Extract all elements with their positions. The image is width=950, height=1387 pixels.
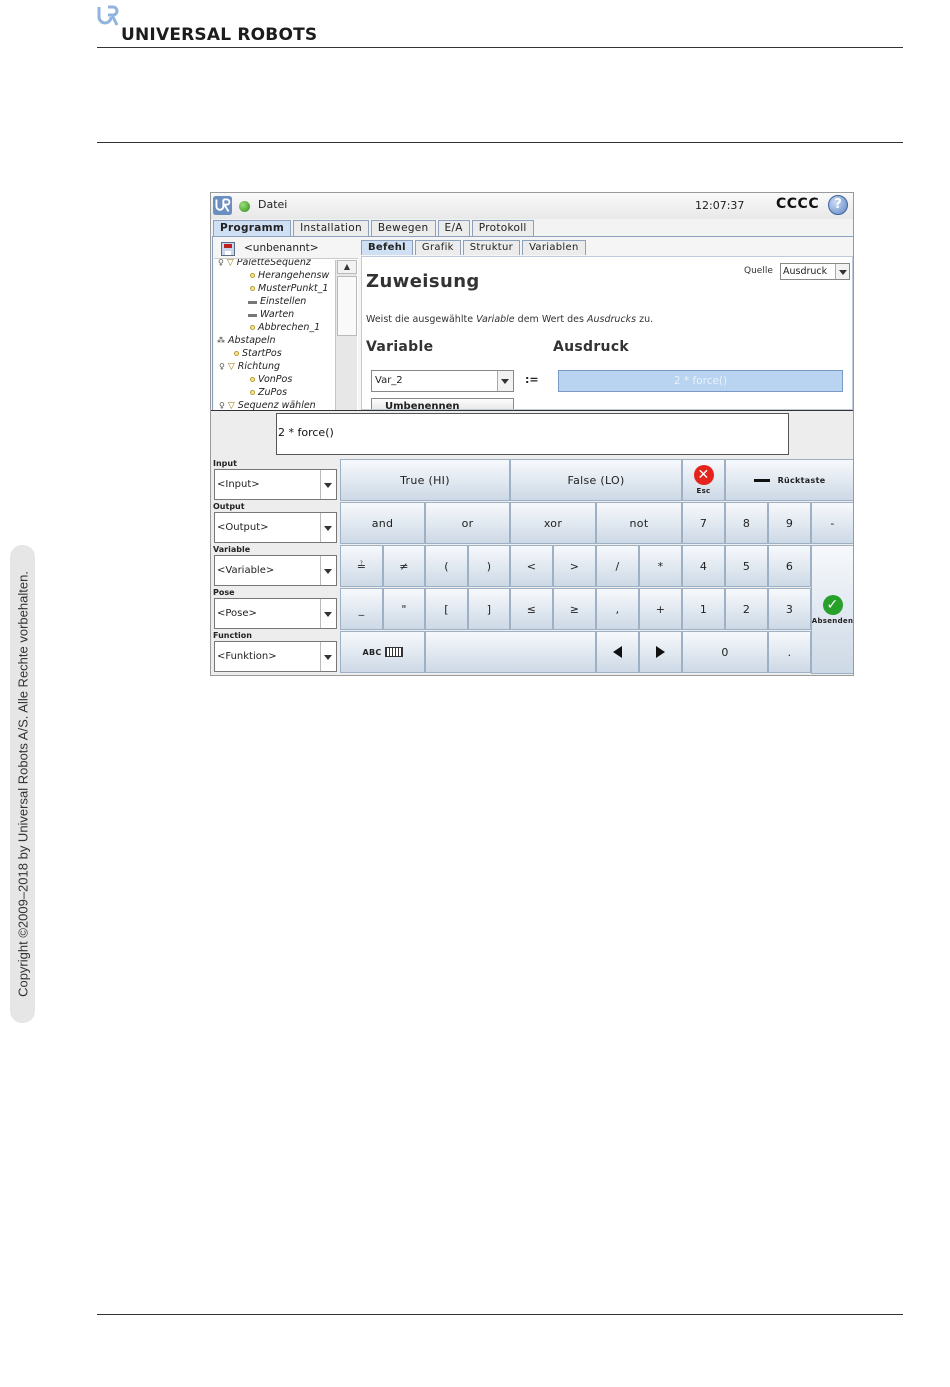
rename-button[interactable]: Umbenennen [371,398,514,410]
expression-heading: Ausdruck [553,339,630,355]
input-select[interactable]: <Input> [214,469,337,500]
multiply-key[interactable]: * [639,545,682,587]
output-label: Output [213,502,245,511]
save-icon[interactable] [221,242,235,256]
tree-node[interactable]: ♀ ▽ Richtung [219,361,281,372]
true-hi-key[interactable]: True (HI) [340,459,510,501]
chevron-down-icon [320,599,336,628]
cursor-right-button[interactable] [639,631,682,673]
tab-struktur[interactable]: Struktur [463,240,520,255]
digit-6-key[interactable]: 6 [768,545,811,587]
function-label: Function [213,631,252,640]
digit-8-key[interactable]: 8 [725,502,768,544]
digit-1-key[interactable]: 1 [682,588,725,630]
submit-button[interactable]: ✓ Absenden [811,545,854,674]
robot-name: CCCC [776,196,820,212]
program-header [219,241,359,257]
greater-equal-key[interactable]: ≥ [553,588,596,630]
chevron-down-icon [835,264,849,279]
digit-4-key[interactable]: 4 [682,545,725,587]
tree-node[interactable]: StartPos [234,347,282,360]
minus-key[interactable]: - [811,502,854,544]
tree-node[interactable]: Einstellen [248,295,306,308]
clock: 12:07:37 [695,199,745,212]
space-key[interactable] [425,631,596,673]
header-rule [97,47,903,48]
greater-than-key[interactable]: > [553,545,596,587]
scroll-thumb[interactable] [337,276,357,336]
tree-node[interactable]: ♀ ▽ Sequenz wählen [219,400,316,410]
stack-icon: ⁂ [217,335,225,345]
pose-group [212,588,338,631]
ur-logo-icon[interactable] [213,196,232,215]
arrow-right-icon [656,646,665,658]
digit-9-key[interactable]: 9 [768,502,811,544]
program-tree [214,258,358,410]
brand-name: UNIVERSAL ROBOTS [121,25,318,45]
ur-logo-icon [97,5,119,27]
and-key[interactable]: and [340,502,425,544]
divide-key[interactable]: / [596,545,639,587]
output-group [212,502,338,545]
universal-robots-logo [97,5,357,43]
close-icon: ✕ [694,465,714,485]
arrow-left-icon [613,646,622,658]
checkmark-icon: ✓ [823,595,843,615]
function-select[interactable]: <Funktion> [214,641,337,672]
digit-0-key[interactable]: 0 [682,631,768,673]
chevron-down-icon [320,642,336,671]
tree-node[interactable]: Warten [248,308,294,321]
command-title: Zuweisung [366,271,480,292]
chevron-down-icon [497,371,513,391]
digit-3-key[interactable]: 3 [768,588,811,630]
variable-dropdown[interactable]: <Variable> [214,555,337,586]
pose-label: Pose [213,588,235,597]
triangle-icon: ▽ [226,258,234,268]
keyboard-icon [385,647,403,657]
program-name: <unbenannt> [244,242,319,254]
triangle-icon: ▽ [227,361,235,372]
waypoint-icon [250,390,255,395]
command-tabs [361,240,588,255]
top-bar [211,193,853,219]
equals-key[interactable]: ≟ [340,545,383,587]
underscore-key[interactable]: _ [340,588,383,630]
not-equals-key[interactable]: ≠ [383,545,425,587]
or-key[interactable]: or [425,502,510,544]
program-panel [212,236,854,411]
left-paren-key[interactable]: ( [425,545,468,587]
false-lo-key[interactable]: False (LO) [510,459,682,501]
pose-select[interactable]: <Pose> [214,598,337,629]
comma-key[interactable]: , [596,588,639,630]
assign-operator: := [525,373,539,386]
plus-key[interactable]: + [639,588,682,630]
tree-node[interactable]: VonPos [250,373,292,386]
abc-keyboard-button[interactable]: ABC [340,631,425,673]
source-label: Quelle [744,266,773,276]
polyscope-screenshot [210,192,854,676]
variable-select[interactable]: Var_2 [371,370,514,392]
cursor-left-button[interactable] [596,631,639,673]
waypoint-icon [250,325,255,330]
expression-input[interactable]: 2 * force() [276,413,789,455]
variable-group [212,545,338,588]
main-tabs [213,220,536,236]
expand-icon: ♀ [219,400,225,410]
tab-bewegen[interactable]: Bewegen [371,220,436,236]
tree-node[interactable]: Herangehensw [250,269,329,282]
quote-key[interactable]: " [383,588,425,630]
expression-editor [211,410,854,676]
chevron-down-icon [320,556,336,585]
expand-icon: ♀ [218,258,224,267]
tab-variablen[interactable]: Variablen [522,240,586,255]
set-icon [248,301,257,304]
tree-node[interactable]: ♀ ▽ PaletteSequenz [218,258,311,268]
chevron-down-icon [320,513,336,542]
digit-2-key[interactable]: 2 [725,588,768,630]
variable-label: Variable [213,545,251,554]
waypoint-icon [234,351,239,356]
expression-field[interactable]: 2 * force() [558,370,843,392]
decimal-point-key[interactable]: . [768,631,811,673]
waypoint-icon [250,286,255,291]
digit-5-key[interactable]: 5 [725,545,768,587]
less-equal-key[interactable]: ≤ [510,588,553,630]
variable-heading: Variable [366,339,434,355]
status-led-icon [239,201,250,212]
digit-7-key[interactable]: 7 [682,502,725,544]
xor-key[interactable]: xor [510,502,596,544]
function-group [212,631,338,674]
not-key[interactable]: not [596,502,682,544]
tree-node[interactable]: ⁂ Abstapeln [217,335,276,346]
tree-node[interactable]: Abbrechen_1 [250,321,320,334]
tab-befehl[interactable]: Befehl [361,240,413,255]
help-icon[interactable]: ? [828,195,848,215]
command-description: Weist die ausgewählte Variable dem Wert des Ausdrucks zu. [366,314,654,325]
chevron-down-icon [320,470,336,499]
expand-icon: ♀ [219,361,225,371]
output-select[interactable]: <Output> [214,512,337,543]
waypoint-icon [250,377,255,382]
wait-icon [248,314,257,317]
tree-node[interactable]: ZuPos [250,386,287,399]
tab-protokoll[interactable]: Protokoll [472,220,534,236]
tree-node[interactable]: MusterPunkt_1 [250,282,328,295]
backspace-button[interactable]: Rücktaste [725,459,854,501]
tab-grafik[interactable]: Grafik [415,240,461,255]
waypoint-icon [250,273,255,278]
copyright-strip [10,545,35,1023]
section-rule [97,142,903,143]
input-group [212,459,338,502]
input-label: Input [213,459,237,468]
file-menu[interactable]: Datei [258,198,288,211]
footer-rule [97,1314,903,1315]
less-than-key[interactable]: < [510,545,553,587]
right-paren-key[interactable]: ) [468,545,510,587]
esc-button[interactable]: ✕ Esc [682,459,725,501]
tab-ea[interactable]: E/A [438,220,470,236]
tab-installation[interactable]: Installation [293,220,369,236]
copyright-text: Copyright ©2009–2018 by Universal Robots A/S. Alle Rechte vorbehalten. [15,571,30,997]
tree-scrollbar[interactable] [335,260,357,410]
scroll-up-icon[interactable]: ▲ [337,260,357,274]
source-select[interactable]: Ausdruck [780,263,850,280]
triangle-icon: ▽ [227,400,235,410]
command-panel [361,256,853,410]
left-bracket-key[interactable]: [ [425,588,468,630]
tab-programm[interactable]: Programm [213,220,291,236]
right-bracket-key[interactable]: ] [468,588,510,630]
